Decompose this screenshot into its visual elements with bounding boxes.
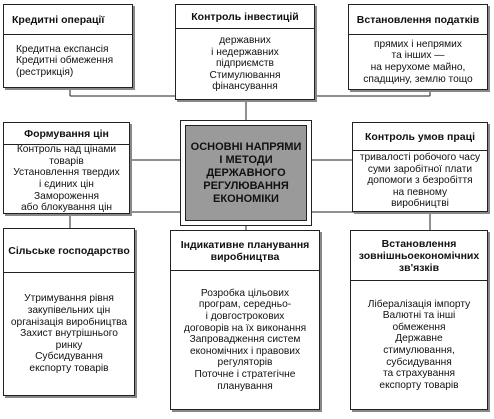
taxes-title: Встановлення податків	[349, 5, 487, 35]
agriculture-box	[3, 228, 135, 396]
indicative-planning-body: Розробка цільових програм, середньо- і довгострокових договорів на їх виконання Запровадження систем економічних і правових регуляторів Поточне і стратегічне планування	[183, 287, 307, 392]
taxes-box	[348, 4, 488, 90]
labor-control-title: Контроль умов праці	[353, 123, 487, 151]
investment-control-title: Контроль інвестицій	[176, 5, 314, 29]
foreign-economic-box	[350, 230, 488, 410]
investment-control-box	[175, 4, 315, 100]
credit-operations-title: Кредитні операції	[4, 5, 132, 35]
credit-operations-body: Кредитна експансія Кредитні обмеження (рестрикція)	[16, 43, 114, 78]
indicative-planning-title: Індикативне планування виробництва	[171, 231, 319, 271]
taxes-body: прямих і непрямих та інших — на нерухоме майно, спадщину, землю тощо	[363, 38, 473, 85]
foreign-economic-title: Встановлення зовнішньоекономічних зв'язків	[351, 231, 487, 281]
labor-control-body: тривалості робочого часу суми заробітної плати допомоги з безробіття на певному виробництві	[359, 152, 481, 210]
agriculture-title: Сільське господарство	[4, 229, 134, 273]
price-formation-box	[3, 122, 130, 214]
agriculture-body: Утримування рівня закупівельних цін організація виробництва Захист внутрішнього ринку Субсидування експорту товарів	[10, 293, 128, 374]
investment-control-body: державних і недержавних підприємств Стимулювання фінансування	[209, 35, 281, 93]
labor-control-box	[352, 122, 488, 212]
indicative-planning-box	[170, 230, 320, 410]
foreign-economic-body: Лібералізація імпорту Валютні та інші обмеження Державне стимулювання, субсидування та страхування експорту товарів	[367, 298, 471, 391]
price-formation-body: Контроль над цінами товарів Установлення твердих і єдиних цін Замороження або блокування цін	[13, 144, 120, 214]
credit-operations-box	[3, 4, 133, 88]
central-box	[180, 120, 312, 226]
price-formation-title: Формування цін	[4, 123, 129, 145]
central-title: ОСНОВНІ НАПРЯМИ І МЕТОДИ ДЕРЖАВНОГО РЕГУЛЮВАННЯ ЕКОНОМІКИ	[185, 125, 307, 221]
